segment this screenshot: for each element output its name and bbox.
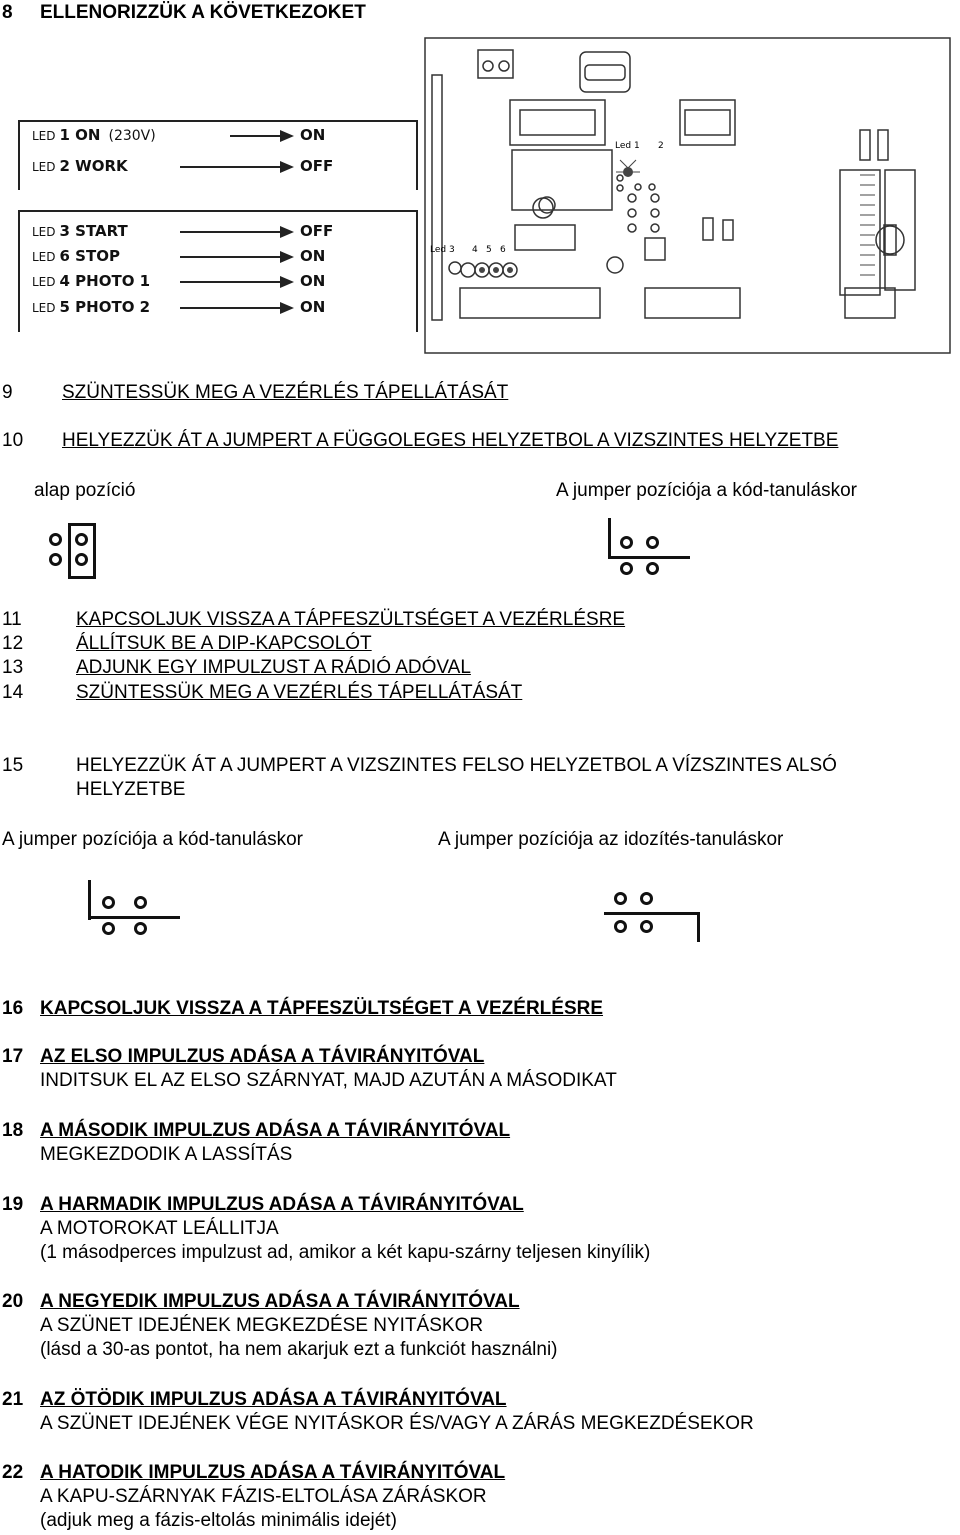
led-name: 1 ON [59,126,101,144]
step-number: 16 [2,998,24,1019]
led1-label: Led 1 [615,141,640,151]
step-number: 13 [2,657,24,678]
led-state: ON [300,272,326,290]
led-row-label [32,247,120,265]
step-9-number: 9 [2,382,13,403]
step-text: ÁLLÍTSUK BE A DIP-KAPCSOLÓT [76,633,372,654]
led-state: ON [300,126,326,144]
step-10-text: HELYEZZÜK ÁT A JUMPERT A FÜGGOLEGES HELYZETBOL A VIZSZINTES HELYZETBE [62,430,839,451]
led3-label: Led 3 [430,245,455,255]
section-title: ELLENORIZZÜK A KÖVETKEZOKET [40,2,366,23]
step-number: 11 [2,609,22,630]
step-10-number: 10 [2,430,24,451]
led-state: OFF [300,157,334,175]
step-number: 22 [2,1462,24,1483]
step-detail: (lásd a 30-as pontot, ha nem akarjuk ezt a funkciót használni) [40,1339,558,1360]
step-detail: A SZÜNET IDEJÉNEK VÉGE NYITÁSKOR ÉS/VAGY A ZÁRÁS MEGKEZDÉSEKOR [40,1413,754,1434]
step-text: ADJUNK EGY IMPULZUST A RÁDIÓ ADÓVAL [76,657,471,678]
led-row-label [32,298,150,316]
step-detail: A KAPU-SZÁRNYAK FÁZIS-ELTOLÁSA ZÁRÁSKOR [40,1486,487,1507]
led-name: 5 PHOTO 2 [59,298,151,316]
led-word: LED [32,250,56,264]
led-word: LED [32,160,56,174]
step-detail: A SZÜNET IDEJÉNEK MEGKEZDÉSE NYITÁSKOR [40,1315,484,1336]
led6-label: 6 [500,245,506,255]
arrow-icon [280,276,294,288]
step-15-line2: HELYZETBE [76,779,186,800]
led-state: ON [300,298,326,316]
step-title: A NEGYEDIK IMPULZUS ADÁSA A TÁVIRÁNYITÓVAL [40,1291,520,1312]
led-arrow-line [180,307,280,309]
step-number: 14 [2,682,24,703]
section-number: 8 [2,2,13,23]
caption-code-learning-2: A jumper pozíciója a kód-tanuláskor [2,829,303,850]
step-title: AZ ÖTÖDIK IMPULZUS ADÁSA A TÁVIRÁNYITÓVAL [40,1389,507,1410]
led-word: LED [32,301,56,315]
step-title: A MÁSODIK IMPULZUS ADÁSA A TÁVIRÁNYITÓVAL [40,1120,511,1141]
led-voltage: (230V) [108,128,156,144]
jumper-diagram-timing-learning [598,880,708,960]
jumper-diagram-code-learning [600,516,700,596]
led-row-label [32,157,128,175]
step-title: A HARMADIK IMPULZUS ADÁSA A TÁVIRÁNYITÓVAL [40,1194,524,1215]
jumper-diagram-default [40,520,110,600]
step-detail: INDITSUK EL AZ ELSO SZÁRNYAT, MAJD AZUTÁN A MÁSODIKAT [40,1070,617,1091]
arrow-icon [280,130,294,142]
step-detail: MEGKEZDODIK A LASSÍTÁS [40,1144,293,1165]
step-text: SZÜNTESSÜK MEG A VEZÉRLÉS TÁPELLÁTÁSÁT [76,682,523,703]
led-row-label [32,126,156,144]
led-word: LED [32,225,56,239]
led-arrow-line [230,135,280,137]
step-title: A HATODIK IMPULZUS ADÁSA A TÁVIRÁNYITÓVAL [40,1462,506,1483]
arrow-icon [280,161,294,173]
step-detail: (adjuk meg a fázis-eltolás minimális idejét) [40,1510,397,1531]
led-word: LED [32,275,56,289]
step-number: 21 [2,1389,24,1410]
led-name: 6 STOP [59,247,120,265]
step-15-line1: HELYEZZÜK ÁT A JUMPERT A VIZSZINTES FELSO HELYZETBOL A VÍZSZINTES ALSÓ [76,755,837,776]
step-title: AZ ELSO IMPULZUS ADÁSA A TÁVIRÁNYITÓVAL [40,1046,485,1067]
arrow-icon [280,251,294,263]
led-arrow-line [180,256,280,258]
led2-label: 2 [658,141,664,151]
led-row-label [32,222,128,240]
arrow-icon [280,226,294,238]
led-state: ON [300,247,326,265]
caption-code-learning: A jumper pozíciója a kód-tanuláskor [556,480,857,501]
step-number: 20 [2,1291,24,1312]
step-15-number: 15 [2,755,24,776]
led-row-label [32,272,150,290]
led-name: 4 PHOTO 1 [59,272,151,290]
led-arrow-line [180,281,280,283]
led-word: LED [32,129,56,143]
led4-label: 4 [472,245,478,255]
jumper-diagram-code-learning-2 [82,878,192,958]
led-state: OFF [300,222,334,240]
step-text: KAPCSOLJUK VISSZA A TÁPFESZÜLTSÉGET A VEZÉRLÉSRE [76,609,626,630]
step-number: 19 [2,1194,24,1215]
caption-timing-learning: A jumper pozíciója az idozítés-tanuláskor [438,829,784,850]
led-name: 2 WORK [59,157,128,175]
step-detail: (1 másodperces impulzust ad, amikor a két kapu-szárny teljesen kinyílik) [40,1242,651,1263]
arrow-icon [280,302,294,314]
led-name: 3 START [59,222,128,240]
control-board-diagram [420,30,960,360]
step-number: 12 [2,633,24,654]
caption-default-position: alap pozíció [34,480,136,501]
led-arrow-line [180,166,280,168]
led-arrow-line [180,231,280,233]
led5-label: 5 [486,245,492,255]
step-detail: A MOTOROKAT LEÁLLITJA [40,1218,279,1239]
step-title: KAPCSOLJUK VISSZA A TÁPFESZÜLTSÉGET A VEZÉRLÉSRE [40,998,604,1019]
step-9-text: SZÜNTESSÜK MEG A VEZÉRLÉS TÁPELLÁTÁSÁT [62,382,509,403]
step-number: 18 [2,1120,24,1141]
step-number: 17 [2,1046,24,1067]
